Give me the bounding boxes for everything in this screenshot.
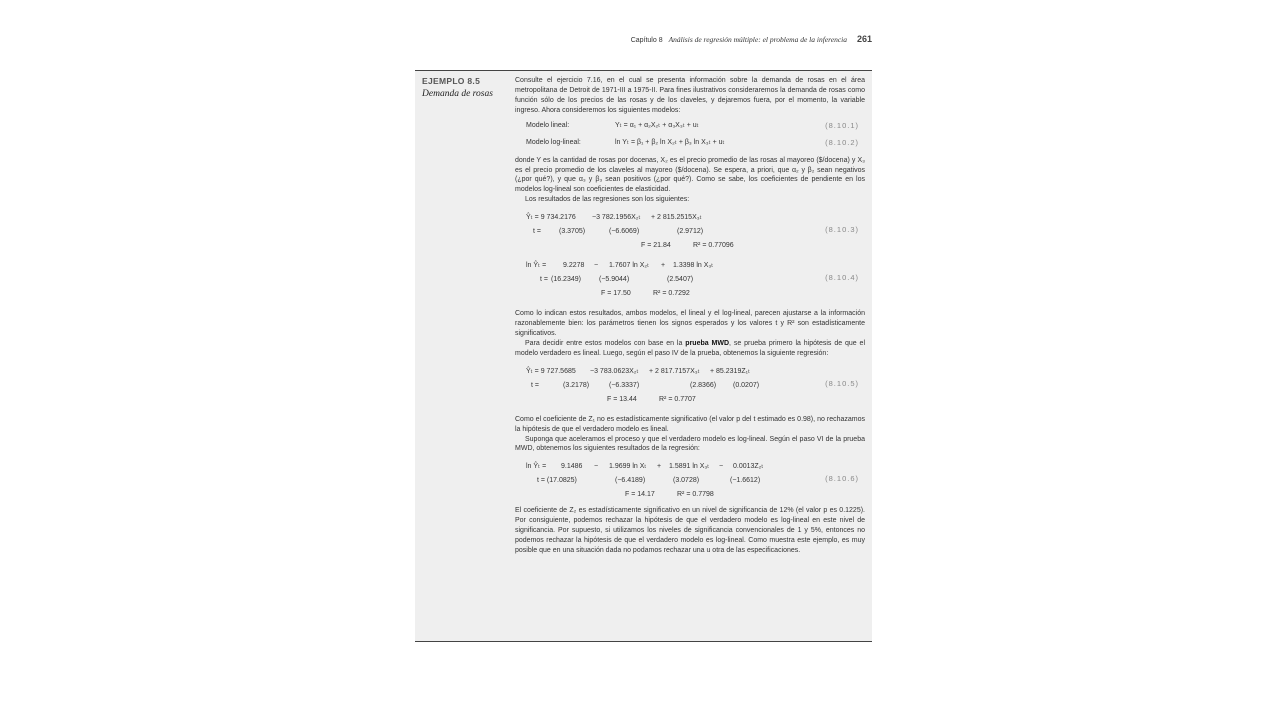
example-number: EJEMPLO 8.5 <box>422 76 481 86</box>
reg-f-stat: F = 17.50 <box>601 290 631 298</box>
reg-f-stat: F = 13.44 <box>607 395 637 403</box>
reg-f-stat: F = 21.84 <box>641 242 671 250</box>
reg-term: −3 782.1956X₂ₜ <box>592 214 641 222</box>
reg-term: 1.3398 ln X₃ₜ <box>673 262 714 270</box>
reg-t-value: (0.0207) <box>733 381 760 389</box>
reg-t-value: (−6.4189) <box>615 477 646 485</box>
reg-term: + 2 815.2515X₃ₜ <box>651 214 702 222</box>
regression-8-10-6 <box>515 460 865 502</box>
mwd-test-term: prueba MWD <box>685 339 730 347</box>
equation-number: (8.10.6) <box>825 474 859 484</box>
paragraph-conclusion: El coeficiente de Z₂ es estadísticamente significativo en un nivel de significancia de 12% (el valor p es 0.1225). Por consiguiente, podemos rechazar la hipótesis de que el verdadero modelo es log-lineal en este nivel de significancia. Por supuesto, si utilizamos los niveles de significancia convencionales de 1 y 5%, entonces no podemos rechazar la hipótesis de que el verdadero modelo es log-lineal. Como muestra este ejemplo, es muy posible que en una situación dada no podamos rechazar una u otra de las especificaciones. <box>515 507 865 554</box>
regression-8-10-4 <box>515 259 865 301</box>
reg-t-value: (3.2178) <box>563 381 590 389</box>
reg-t-value: (−6.6069) <box>609 228 640 236</box>
reg-t-value: (2.8366) <box>690 381 717 389</box>
reg-term: − <box>719 463 724 471</box>
reg-t-label: t = <box>533 228 541 236</box>
reg-t-value: (2.5407) <box>667 276 694 284</box>
reg-term: 1.7607 ln X₂ₜ <box>609 262 650 270</box>
reg-term: + <box>657 463 662 471</box>
reg-term: 1.9699 ln Xₜ <box>609 463 647 471</box>
paragraph-definitions: donde Y es la cantidad de rosas por docenas, X₂ es el precio promedio de las rosas al mayoreo ($/docena) y X₃ es el precio promedio de los claveles al mayoreo ($/docena). Se espera, a priori, que α₂ y β₂ sean negativos (¿por qué?), y que α₃ y β₃ sean positivos (¿por qué?). Como se sabe, los coeficientes de pendiente en los modelos log-lineal son coeficientes de elasticidad. <box>515 156 865 194</box>
reg-t-value: (3.3705) <box>559 228 586 236</box>
reg-t-value: (3.0728) <box>673 477 700 485</box>
paragraph-z1-result: Como el coeficiente de Z₁ no es estadísticamente significativo (el valor p del t estimado es 0.98), no rechazamos la hipótesis de que el verdadero modelo es lineal. <box>515 415 865 433</box>
chapter-title: Análisis de regresión múltiple: el problema de la inferencia <box>668 35 848 44</box>
reg-term: Ŷₜ = 9 727.5685 <box>526 367 576 375</box>
regression-8-10-5 <box>515 365 865 407</box>
chapter-label: Capítulo 8 <box>630 37 663 44</box>
reg-term: −3 783.0623X₂ₜ <box>590 367 639 375</box>
reg-f-stat: F = 14.17 <box>625 491 655 499</box>
equation-number: (8.10.2) <box>825 137 859 147</box>
example-label <box>422 76 508 99</box>
model-linear-equation: Yₜ = α₁ + α₂X₂ₜ + α₃X₃ₜ + uₜ <box>615 121 699 129</box>
paragraph-fit: Como lo indican estos resultados, ambos modelos, el lineal y el log-lineal, parecen ajustarse a la información razonablemente bien: los parámetros tienen los signos esperados y los valores t y R² son estadísticamente significativos. <box>515 310 865 337</box>
model-linear-label: Modelo lineal: <box>526 121 570 129</box>
reg-term: ln Ŷₜ = <box>526 463 547 471</box>
reg-term: − <box>594 262 599 270</box>
equation-number: (8.10.5) <box>825 378 859 388</box>
example-body <box>515 76 865 556</box>
reg-t-value: (16.2349) <box>551 276 581 284</box>
paragraph-loglinear-test: Suponga que aceleramos el proceso y que el verdadero modelo es log-lineal. Según el paso VI de la prueba MWD, obtenemos los siguientes resultados de la regresión: <box>515 435 865 453</box>
model-loglinear-equation: ln Yₜ = β₁ + β₂ ln X₂ₜ + β₃ ln X₃ₜ + uₜ <box>615 138 725 146</box>
reg-r-squared: R² = 0.7707 <box>659 395 696 403</box>
model-linear <box>515 119 865 133</box>
reg-term: + 85.2319Z₁ₜ <box>710 367 751 375</box>
model-loglinear <box>515 136 865 150</box>
page-number: 261 <box>856 34 872 44</box>
reg-r-squared: R² = 0.7292 <box>653 290 690 298</box>
reg-term: Ŷₜ = 9 734.2176 <box>526 214 576 222</box>
paragraph-intro: Consulte el ejercicio 7.16, en el cual se presenta información sobre la demanda de rosas en el área metropolitana de Detroit de 1971-III a 1975-II. Para fines ilustrativos consideraremos la demanda de rosas como función sólo de los precios de las rosas y de los claveles, y dejaremos fuera, por el momento, la variable ingreso. Ahora consideremos los siguientes modelos: <box>515 77 865 114</box>
reg-term: 9.1486 <box>561 463 583 471</box>
regression-8-10-3 <box>515 211 865 253</box>
model-loglinear-label: Modelo log-lineal: <box>526 138 581 146</box>
reg-t-label: t = <box>531 381 539 389</box>
reg-term: 1.5891 ln X₃ₜ <box>669 463 710 471</box>
reg-term: − <box>594 463 599 471</box>
equation-number: (8.10.1) <box>825 120 859 130</box>
reg-term: 0.0013Z₂ₜ <box>733 463 764 471</box>
reg-t-value: (−5.9044) <box>599 276 630 284</box>
reg-r-squared: R² = 0.7798 <box>677 491 714 499</box>
example-box <box>415 70 872 642</box>
reg-r-squared: R² = 0.77096 <box>693 242 734 250</box>
reg-term: 9.2278 <box>563 262 585 270</box>
paragraph-results-intro: Los resultados de las regresiones son los siguientes: <box>525 196 690 204</box>
paragraph-mwd: Para decidir entre estos modelos con base en la prueba MWD, se prueba primero la hipótesis de que el modelo verdadero es lineal. Luego, según el paso IV de la prueba, obtenemos la siguiente regresión: <box>515 339 866 357</box>
equation-number: (8.10.4) <box>825 273 859 283</box>
reg-t-value: (−6.3337) <box>609 381 640 389</box>
reg-term: + 2 817.7157X₃ₜ <box>649 367 700 375</box>
reg-t-value: (2.9712) <box>677 228 704 236</box>
reg-t-value: (−1.6612) <box>730 477 761 485</box>
reg-t-label: t = <box>540 276 548 284</box>
reg-term: + <box>661 262 666 270</box>
example-title: Demanda de rosas <box>422 89 493 99</box>
reg-term: ln Ŷₜ = <box>526 262 547 270</box>
page-header <box>560 34 872 44</box>
equation-number: (8.10.3) <box>825 225 859 235</box>
reg-t-value: t = (17.0825) <box>537 477 577 485</box>
